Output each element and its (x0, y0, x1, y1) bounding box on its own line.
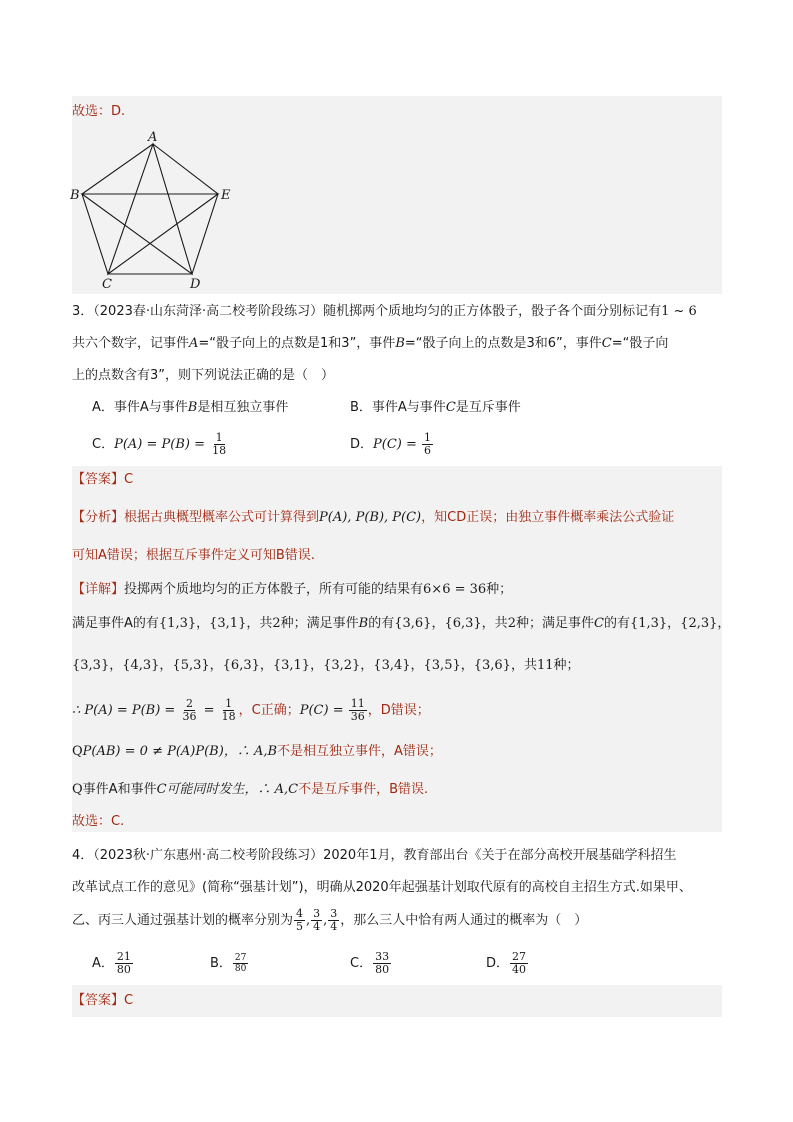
fraction: $\frac{4}{5}$ (296, 907, 304, 933)
q3-option-a[interactable]: A．事件A与事件B是相互独立事件 (92, 400, 289, 415)
q3-detail-line2: 满足事件A的有{1,3}，{3,1}，共2种；满足事件B的有{3,6}，{6,3}，共2种；满足事件C的有{1,3}，{2,3}， (72, 616, 731, 631)
vertex-label-e: E (221, 188, 231, 203)
q4-option-c[interactable]: C． $\frac{33}{80}$ (350, 950, 390, 976)
fraction: $\frac{3}{4}$ (313, 907, 321, 933)
q3-option-b[interactable]: B．事件A与事件C是互斥事件 (350, 400, 521, 415)
q4-answer-shade (72, 985, 722, 1017)
q4-option-b[interactable]: B． $\frac{27}{80}$ (210, 953, 247, 974)
q3-conclusion: 故选：C. (72, 814, 125, 829)
fraction: $\frac{1}{18}$ (212, 431, 227, 457)
q3-detail-probabilities: ∴ P(A) = P(B) = $\frac{2}{36}$ = $\frac{1}{18}$ ，C正确；P(C) = $\frac{11}{36}$ ，D错误； (72, 697, 430, 723)
vertex-label-b: B (70, 188, 80, 203)
q3-stem-line1: 3．（2023春·山东菏泽·高二校考阶段练习）随机掷两个质地均匀的正方体骰子，骰子各个面分别标记有1 ~ 6 (72, 304, 697, 319)
q4-option-a[interactable]: A． $\frac{21}{80}$ (92, 950, 131, 976)
q3-detail-independence: QP(AB) = 0 ≠ P(A)P(B)，∴ A,B不是相互独立事件，A错误； (72, 744, 442, 759)
q3-stem-line3: 上的点数含有3”，则下列说法正确的是（ ） (72, 368, 335, 383)
fraction: $\frac{33}{80}$ (375, 950, 390, 976)
fraction: $\frac{21}{80}$ (116, 950, 131, 976)
q3-answer: 【答案】C (72, 472, 134, 487)
q2-conclusion: 故选：D. (72, 104, 126, 119)
q3-option-d[interactable]: D．P(C) = $\frac{1}{6}$ (350, 431, 432, 457)
fraction: $\frac{3}{4}$ (330, 907, 338, 933)
q3-detail-line1: 【详解】投掷两个质地均匀的正方体骰子，所有可能的结果有6×6 = 36种； (72, 582, 513, 597)
fraction: $\frac{2}{36}$ (182, 697, 197, 723)
fraction: $\frac{27}{80}$ (234, 953, 247, 974)
fraction: $\frac{1}{6}$ (424, 431, 432, 457)
fraction: $\frac{1}{18}$ (221, 697, 236, 723)
q4-answer: 【答案】C (72, 993, 134, 1008)
fraction: $\frac{27}{40}$ (512, 950, 527, 976)
vertex-label-d: D (190, 277, 201, 290)
q4-stem-line2: 改革试点工作的意见》(简称“强基计划”)，明确从2020年起强基计划取代原有的高校自主招生方式.如果甲、 (72, 880, 692, 895)
dice-range: 1 ~ 6 (661, 304, 697, 319)
q3-analysis-line2: 可知A错误；根据互斥事件定义可知B错误. (72, 548, 315, 563)
vertex-label-a: A (148, 130, 158, 145)
vertex-label-c: C (102, 277, 112, 290)
q3-detail-line3: {3,3}，{4,3}，{5,3}，{6,3}，{3,1}，{3,2}，{3,4}，{3,5}，{3,6}，共11种； (72, 658, 580, 673)
q4-option-d[interactable]: D． $\frac{27}{40}$ (486, 950, 527, 976)
q4-stem-line3: 乙、丙三人通过强基计划的概率分别为 $\frac{4}{5}$ , $\frac{3}{4}$ , $\frac{3}{4}$ ，那么三人中恰有两人通过的概率为（ ） (72, 907, 588, 933)
star-outline (82, 144, 218, 274)
fraction: $\frac{11}{36}$ (350, 697, 365, 723)
q3-option-c[interactable]: C．P(A) = P(B) = $\frac{1}{18}$ (92, 431, 227, 457)
q3-analysis-line1: 【分析】根据古典概型概率公式可计算得到P(A), P(B), P(C)，知CD正误；由独立事件概率乘法公式验证 (72, 510, 675, 525)
q4-stem-line1: 4．（2023秋·广东惠州·高二校考阶段练习）2020年1月，教育部出台《关于在部分高校开展基础学科招生 (72, 848, 677, 863)
q3-detail-exclusive: Q事件A和事件C可能同时发生，∴ A,C不是互斥事件，B错误. (72, 782, 429, 797)
q3-stem-line2: 共六个数字，记事件A=“骰子向上的点数是1和3”，事件B=“骰子向上的点数是3和6”，事件C=“骰子向 (72, 336, 669, 351)
pentagon-star-figure (70, 128, 240, 290)
